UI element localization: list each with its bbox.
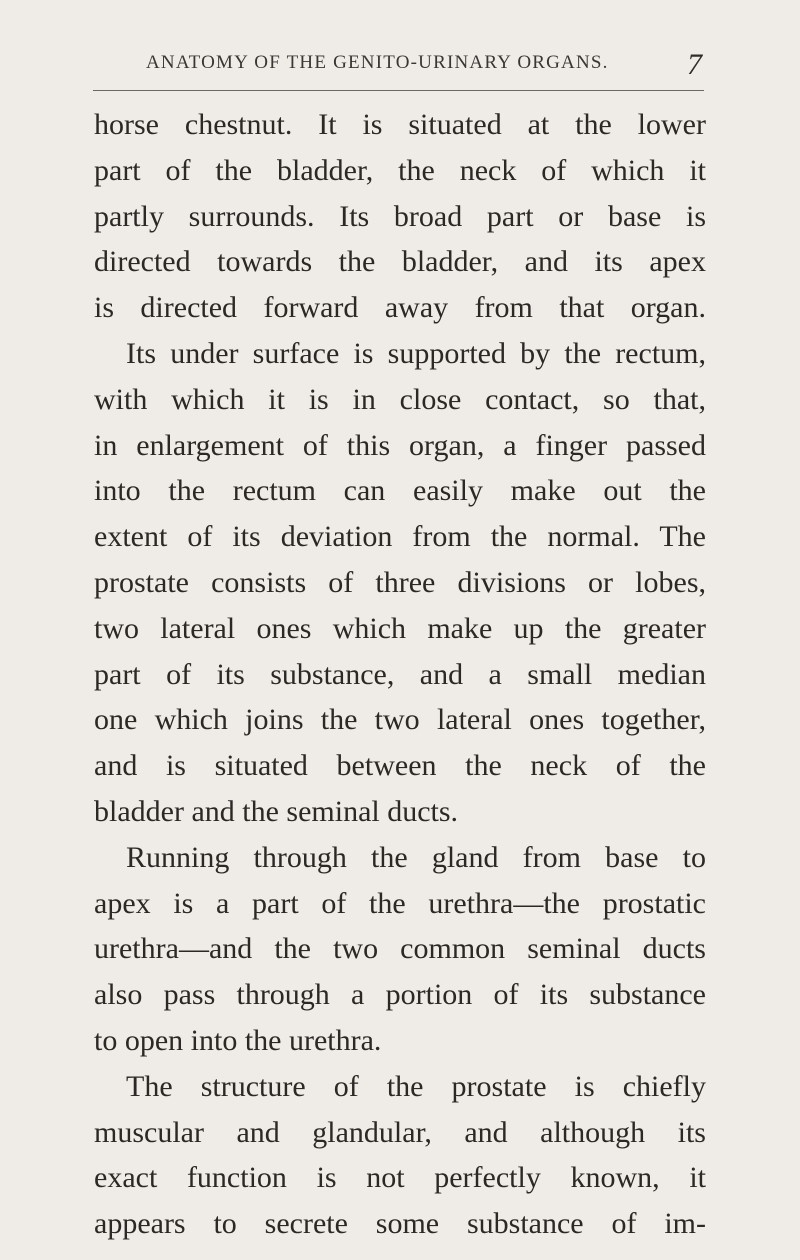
text-line: Its under surface is supported by the rectum, bbox=[126, 336, 706, 370]
running-title: ANATOMY OF THE GENITO-URINARY ORGANS. bbox=[146, 52, 609, 73]
body-text bbox=[94, 102, 706, 1247]
text-line: Running through the gland from base to bbox=[126, 840, 706, 874]
text-line: muscular and glandular, and although its bbox=[94, 1115, 706, 1149]
text-line: horse chestnut. It is situated at the lower bbox=[94, 108, 706, 141]
text-line: appears to secrete some substance of im- bbox=[94, 1207, 706, 1241]
text-line: exact function is not perfectly known, it bbox=[94, 1161, 706, 1195]
text-line: part of its substance, and a small median bbox=[94, 657, 706, 691]
text-line: also pass through a portion of its substance bbox=[94, 978, 706, 1012]
text-line: one which joins the two lateral ones together, bbox=[94, 703, 706, 737]
text-line: in enlargement of this organ, a finger passed bbox=[94, 428, 706, 462]
text-line: The structure of the prostate is chiefly bbox=[126, 1069, 706, 1103]
text-line: partly surrounds. Its broad part or base is bbox=[94, 199, 706, 233]
text-line: with which it is in close contact, so that, bbox=[94, 382, 706, 416]
text-line: prostate consists of three divisions or lobes, bbox=[94, 565, 706, 599]
text-line: bladder and the seminal ducts. bbox=[94, 794, 459, 828]
text-line: urethra—and the two common seminal ducts bbox=[94, 932, 706, 966]
text-line: to open into the urethra. bbox=[94, 1023, 382, 1057]
text-line: directed towards the bladder, and its apex bbox=[94, 245, 706, 279]
text-line: two lateral ones which make up the greater bbox=[94, 611, 706, 645]
text-line: and is situated between the neck of the bbox=[94, 749, 706, 783]
text-line: extent of its deviation from the normal. The bbox=[94, 520, 706, 554]
text-line: into the rectum can easily make out the bbox=[94, 474, 706, 508]
text-line: is directed forward away from that organ. bbox=[94, 291, 706, 325]
running-head bbox=[146, 50, 706, 84]
page-number: 7 bbox=[687, 48, 702, 81]
header-rule bbox=[93, 90, 704, 91]
text-line: part of the bladder, the neck of which it bbox=[94, 153, 706, 187]
text-line: apex is a part of the urethra—the prostatic bbox=[94, 886, 706, 920]
